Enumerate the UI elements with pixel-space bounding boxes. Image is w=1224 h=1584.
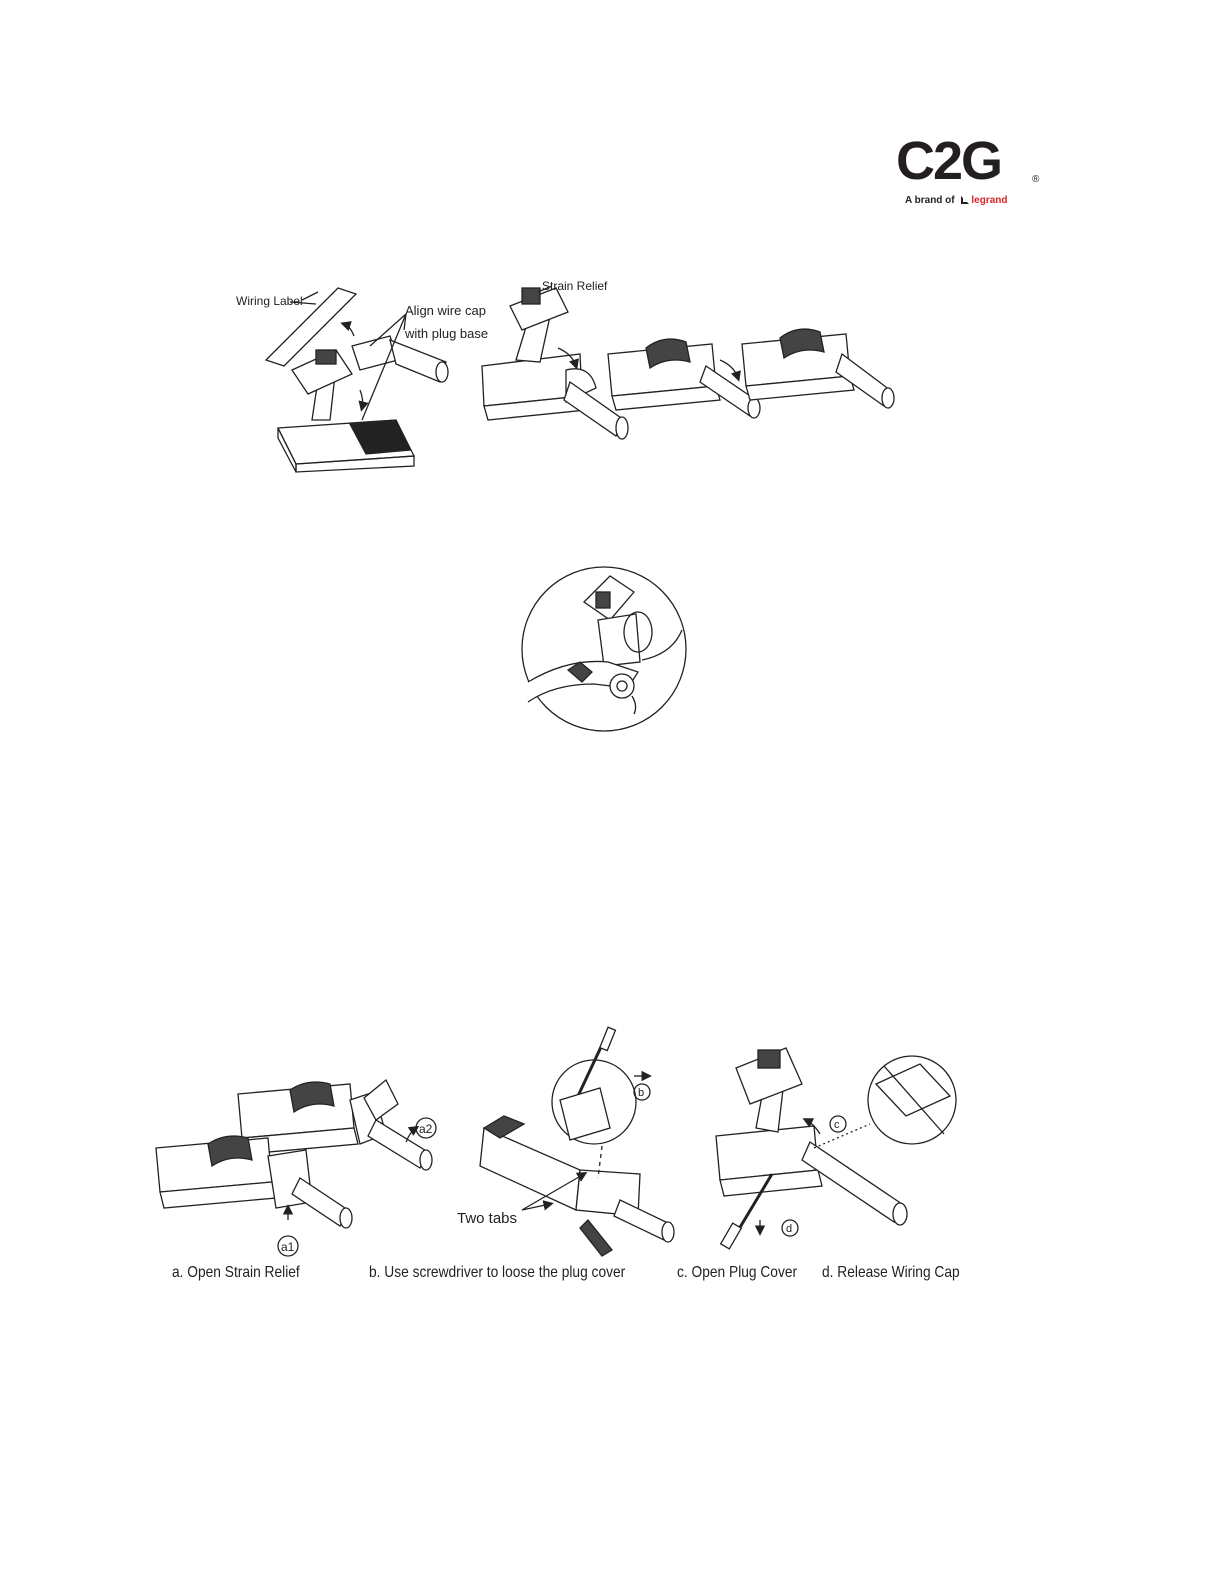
logo-tagline (905, 195, 1008, 207)
align-callout-line-1: Align wire cap (405, 303, 486, 318)
caption-d: d. Release Wiring Cap (822, 1264, 960, 1281)
registered-mark: ® (1032, 174, 1040, 185)
tagline-brand: legrand (971, 195, 1008, 206)
logo-mark: C2G (896, 131, 1002, 191)
caption-c: c. Open Plug Cover (677, 1264, 798, 1281)
callout-a2: a2 (419, 1122, 433, 1136)
callout-b: b (638, 1087, 645, 1099)
detail-circle-figure (518, 562, 690, 736)
wiring-label-text: Wiring Label (236, 294, 303, 308)
caption-b: b. Use screwdriver to loose the plug cover (369, 1264, 626, 1281)
strain-relief-label: Strain Relief (542, 279, 608, 293)
two-tabs-label: Two tabs (457, 1210, 518, 1227)
assembly-figure (220, 270, 910, 500)
plug-b-body (480, 1128, 580, 1210)
callout-c: c (834, 1119, 840, 1131)
legrand-square-icon (961, 196, 969, 204)
c2g-logo (896, 131, 1046, 214)
callout-d: d (786, 1223, 793, 1235)
callout-a1: a1 (281, 1240, 295, 1254)
caption-a: a. Open Strain Relief (172, 1264, 300, 1281)
tagline-prefix: A brand of (905, 195, 955, 206)
align-callout-line-2: with plug base (405, 326, 489, 341)
disassembly-figure (150, 1024, 970, 1260)
